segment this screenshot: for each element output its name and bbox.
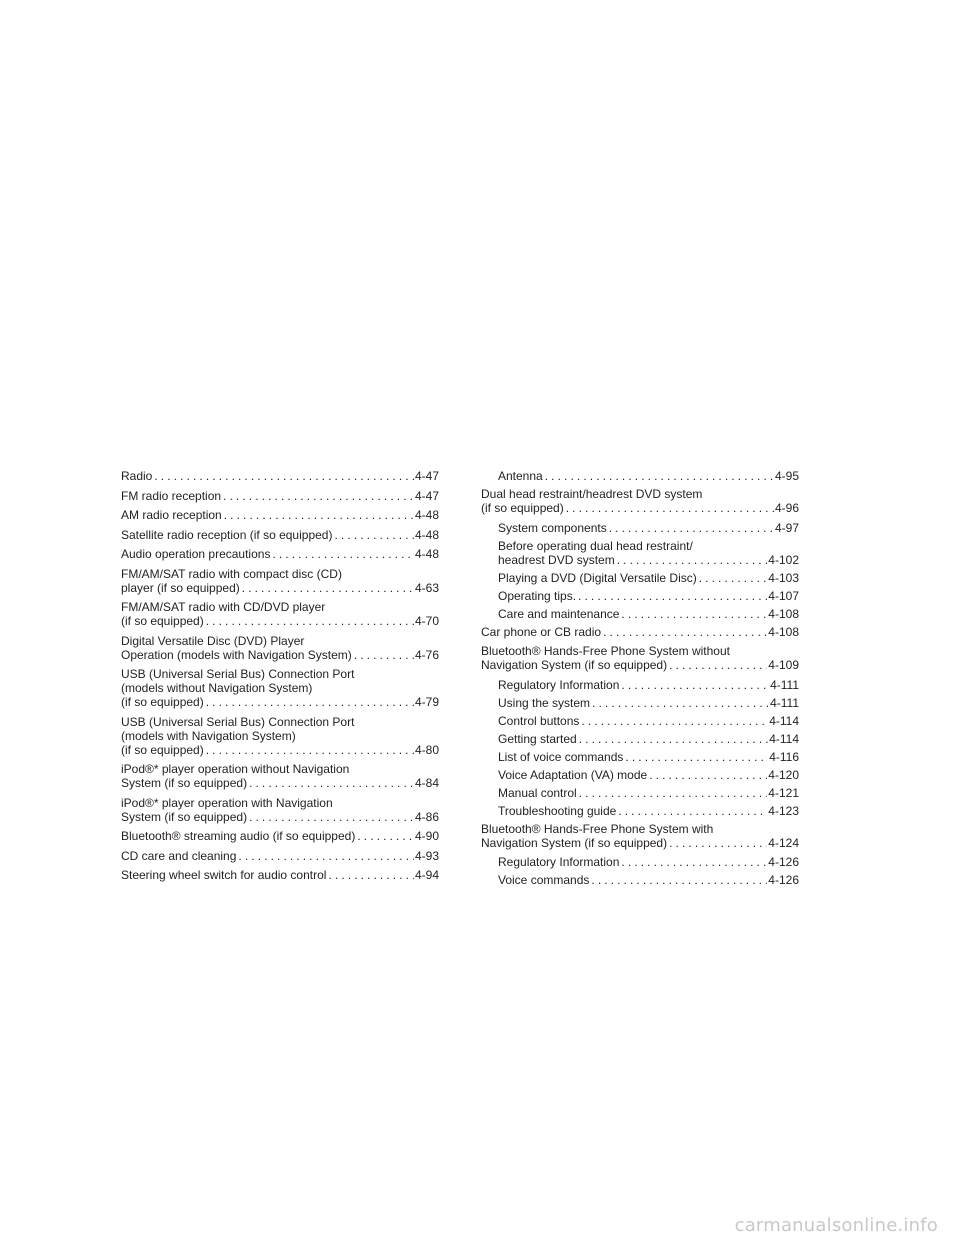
toc-page-number: 4-102 — [768, 552, 799, 567]
dot-leader — [206, 614, 414, 628]
dot-leader — [545, 469, 774, 483]
toc-entry-text: FM radio reception — [121, 488, 222, 503]
toc-entry-text: Bluetooth® Hands-Free Phone System without — [481, 644, 730, 658]
toc-entry-row — [498, 786, 799, 800]
dot-leader — [649, 768, 767, 782]
toc-page-number: 4-93 — [414, 848, 439, 863]
toc-subentry[interactable] — [498, 469, 799, 483]
toc-entry-text: (if so equipped) — [121, 614, 204, 628]
toc-entry-text: Troubleshooting guide — [498, 803, 617, 818]
watermark-text: carmanualsonline.info — [734, 1215, 938, 1236]
toc-page-number: 4-48 — [414, 547, 439, 561]
toc-entry-row — [121, 849, 439, 863]
dot-leader — [249, 776, 414, 790]
toc-entry-text: Audio operation precautions — [121, 547, 271, 561]
toc-entry-text: List of voice commands — [498, 749, 624, 764]
toc-entry[interactable] — [481, 625, 799, 639]
dot-leader — [357, 829, 414, 843]
toc-entry-row — [121, 695, 439, 709]
toc-entry[interactable] — [121, 469, 439, 483]
toc-entry-text: Manual control — [498, 785, 577, 800]
toc-entry-row — [121, 547, 439, 561]
toc-entry-text: Voice Adaptation (VA) mode — [498, 767, 648, 782]
toc-entry[interactable] — [481, 487, 799, 515]
dot-leader — [154, 469, 414, 483]
toc-entry-text: Navigation System (if so equipped) — [481, 658, 668, 672]
dot-leader — [578, 589, 767, 603]
toc-column-right — [481, 469, 799, 891]
toc-page-number: 4-109 — [768, 658, 799, 672]
toc-entry-text: Bluetooth® streaming audio (if so equipped) — [121, 829, 356, 843]
toc-entry-text: headrest DVD system — [498, 552, 615, 567]
dot-leader — [579, 786, 768, 800]
toc-page-number: 4-116 — [769, 749, 799, 764]
toc-entry[interactable] — [121, 715, 439, 757]
toc-entry-text: USB (Universal Serial Bus) Connection Port — [121, 667, 355, 681]
toc-subentry[interactable] — [498, 768, 799, 782]
dot-leader — [603, 625, 767, 639]
toc-page-number: 4-111 — [770, 695, 799, 710]
toc-entry-text: Before operating dual head restraint/ — [498, 538, 693, 553]
dot-leader — [238, 849, 414, 863]
dot-leader — [579, 732, 768, 746]
toc-page-number: 4-94 — [414, 868, 439, 882]
toc-page-number: 4-120 — [768, 767, 799, 782]
toc-entry[interactable] — [121, 762, 439, 790]
toc-page-number: 4-121 — [768, 785, 799, 800]
toc-page-number: 4-111 — [770, 677, 799, 692]
toc-entry[interactable] — [121, 667, 439, 709]
toc-entry-row — [498, 750, 799, 764]
dot-leader — [618, 804, 767, 818]
toc-entry[interactable] — [121, 547, 439, 561]
dot-leader — [242, 581, 414, 595]
toc-page-number: 4-126 — [768, 855, 799, 869]
toc-page-number: 4-114 — [769, 731, 799, 746]
toc-entry-row — [498, 589, 799, 603]
toc-page-number: 4-48 — [414, 508, 439, 522]
toc-entry-row — [498, 873, 799, 887]
dot-leader — [591, 873, 767, 887]
toc-subentry[interactable] — [498, 678, 799, 692]
toc-entry-text: Care and maintenance — [498, 606, 620, 621]
toc-entry-text: Dual head restraint/headrest DVD system — [481, 487, 703, 501]
toc-entry-text: Operation (models with Navigation System) — [121, 647, 352, 662]
toc-entry-text: Car phone or CB radio — [481, 624, 602, 639]
toc-entry-text: Radio — [121, 469, 153, 483]
toc-entry[interactable] — [121, 868, 439, 882]
toc-entry-text: Digital Versatile Disc (DVD) Player — [121, 633, 305, 648]
toc-entry-text: Operating tips. — [498, 588, 577, 603]
dot-leader — [621, 607, 767, 621]
toc-entry-row — [498, 714, 799, 728]
toc-page-number: 4-84 — [414, 776, 439, 790]
toc-subentry[interactable] — [498, 750, 799, 764]
toc-page-number: 4-79 — [414, 695, 439, 709]
toc-page-number: 4-123 — [768, 803, 799, 818]
toc-subentry[interactable] — [498, 607, 799, 621]
dot-leader — [699, 571, 768, 585]
toc-entry-text: (if so equipped) — [121, 695, 204, 709]
dot-leader — [625, 750, 768, 764]
toc-subentry[interactable] — [498, 696, 799, 710]
toc-entry-text: Control buttons — [498, 713, 580, 728]
toc-entry[interactable] — [121, 528, 439, 542]
toc-entry-row — [498, 678, 799, 692]
toc-entry-text: Navigation System (if so equipped) — [481, 835, 668, 850]
toc-entry-row — [498, 553, 799, 567]
toc-entry-text: AM radio reception — [121, 508, 222, 522]
toc-page-number: 4-48 — [414, 527, 439, 542]
toc-subentry[interactable] — [498, 521, 799, 535]
toc-page-number: 4-103 — [768, 570, 799, 585]
toc-entry-row — [481, 501, 799, 515]
toc-page-number: 4-96 — [774, 501, 799, 515]
toc-entry-row — [121, 810, 439, 824]
toc-entry-text: Getting started — [498, 731, 577, 746]
toc-page-number: 4-47 — [414, 469, 439, 483]
toc-column-left — [121, 469, 439, 888]
toc-entry-text: (models without Navigation System) — [121, 681, 313, 695]
toc-page-number: 4-107 — [768, 588, 799, 603]
toc-subentry[interactable] — [498, 855, 799, 869]
toc-entry[interactable] — [121, 829, 439, 843]
toc-subentry[interactable] — [498, 571, 799, 585]
toc-entry[interactable] — [481, 822, 799, 850]
toc-entry-row — [498, 607, 799, 621]
toc-entry-row — [481, 658, 799, 672]
toc-page-number: 4-47 — [414, 488, 439, 503]
toc-entry-row — [498, 768, 799, 782]
toc-page-number: 4-76 — [414, 647, 439, 662]
toc-entry-row — [121, 614, 439, 628]
dot-leader — [354, 648, 414, 662]
toc-page-number: 4-86 — [414, 809, 439, 824]
toc-page-number: 4-80 — [414, 742, 439, 757]
toc-entry-text: iPod®* player operation without Navigation — [121, 762, 350, 776]
toc-entry-text: System (if so equipped) — [121, 809, 248, 824]
toc-subentry[interactable] — [498, 539, 799, 567]
dot-leader — [223, 489, 414, 503]
toc-entry-text: Regulatory Information — [498, 855, 620, 869]
toc-entry-row — [498, 696, 799, 710]
dot-leader — [334, 528, 414, 542]
toc-entry-row — [498, 732, 799, 746]
toc-entry-text: CD care and cleaning — [121, 848, 237, 863]
dot-leader — [609, 521, 774, 535]
dot-leader — [566, 501, 774, 515]
toc-entry-row — [481, 836, 799, 850]
toc-entry-row — [121, 743, 439, 757]
toc-entry-row — [121, 469, 439, 483]
toc-page-number: 4-126 — [768, 873, 799, 887]
toc-entry[interactable] — [121, 600, 439, 628]
toc-entry-text: Voice commands — [498, 873, 590, 887]
toc-entry-row — [121, 868, 439, 882]
dot-leader — [249, 810, 414, 824]
toc-subentry[interactable] — [498, 589, 799, 603]
dot-leader — [621, 855, 767, 869]
toc-entry-row — [121, 508, 439, 522]
toc-entry[interactable] — [121, 489, 439, 503]
toc-entry-text: FM/AM/SAT radio with compact disc (CD) — [121, 566, 342, 581]
toc-entry-row — [498, 804, 799, 818]
toc-entry-text: System (if so equipped) — [121, 776, 248, 790]
toc-entry-row — [498, 571, 799, 585]
toc-page-number: 4-108 — [768, 624, 799, 639]
toc-entry-text: Steering wheel switch for audio control — [121, 868, 327, 882]
toc-entry-row — [498, 469, 799, 483]
toc-entry-row — [121, 648, 439, 662]
toc-page-number: 4-114 — [769, 713, 799, 728]
toc-page-number: 4-108 — [768, 606, 799, 621]
toc-page-number: 4-97 — [774, 520, 799, 535]
toc-entry-text: Antenna — [498, 469, 543, 483]
toc-subentry[interactable] — [498, 804, 799, 818]
dot-leader — [224, 508, 414, 522]
dot-leader — [617, 553, 768, 567]
toc-entry-text: Regulatory Information — [498, 677, 620, 692]
toc-subentry[interactable] — [498, 714, 799, 728]
toc-entry-row — [121, 829, 439, 843]
toc-entry-row — [481, 625, 799, 639]
dot-leader — [206, 743, 414, 757]
dot-leader — [206, 695, 414, 709]
toc-entry-text: iPod®* player operation with Navigation — [121, 795, 333, 810]
toc-subentry[interactable] — [498, 873, 799, 887]
toc-entry-text: (if so equipped) — [121, 742, 204, 757]
toc-entry[interactable] — [121, 508, 439, 522]
toc-entry-text: FM/AM/SAT radio with CD/DVD player — [121, 600, 326, 614]
toc-entry-text: Using the system — [498, 695, 591, 710]
toc-entry-text: (if so equipped) — [481, 501, 564, 515]
toc-entry[interactable] — [121, 567, 439, 595]
toc-entry-row — [121, 528, 439, 542]
toc-entry-text: Satellite radio reception (if so equipped) — [121, 527, 333, 542]
dot-leader — [581, 714, 768, 728]
dot-leader — [669, 836, 767, 850]
toc-page-number: 4-124 — [768, 835, 799, 850]
toc-entry-row — [498, 521, 799, 535]
toc-entry-text: Playing a DVD (Digital Versatile Disc) — [498, 570, 697, 585]
toc-entry-row — [121, 489, 439, 503]
toc-entry[interactable] — [121, 634, 439, 662]
toc-entry-text: player (if so equipped) — [121, 580, 240, 595]
toc-entry-row — [498, 855, 799, 869]
toc-entry-text: Bluetooth® Hands-Free Phone System with — [481, 821, 714, 836]
toc-page-number: 4-70 — [414, 614, 439, 628]
toc-subentry[interactable] — [498, 786, 799, 800]
dot-leader — [272, 547, 414, 561]
toc-subentry[interactable] — [498, 732, 799, 746]
dot-leader — [669, 658, 767, 672]
toc-entry[interactable] — [121, 796, 439, 824]
toc-entry-text: (models with Navigation System) — [121, 728, 296, 743]
dot-leader — [592, 696, 769, 710]
toc-page-number: 4-63 — [414, 580, 439, 595]
toc-page-number: 4-95 — [774, 469, 799, 483]
toc-entry-row — [121, 776, 439, 790]
toc-entry-text: USB (Universal Serial Bus) Connection Port — [121, 714, 355, 729]
dot-leader — [621, 678, 769, 692]
toc-entry-row — [121, 581, 439, 595]
toc-entry[interactable] — [481, 644, 799, 672]
toc-entry-text: System components — [498, 520, 607, 535]
dot-leader — [328, 868, 414, 882]
toc-entry[interactable] — [121, 849, 439, 863]
toc-page-number: 4-90 — [414, 829, 439, 843]
